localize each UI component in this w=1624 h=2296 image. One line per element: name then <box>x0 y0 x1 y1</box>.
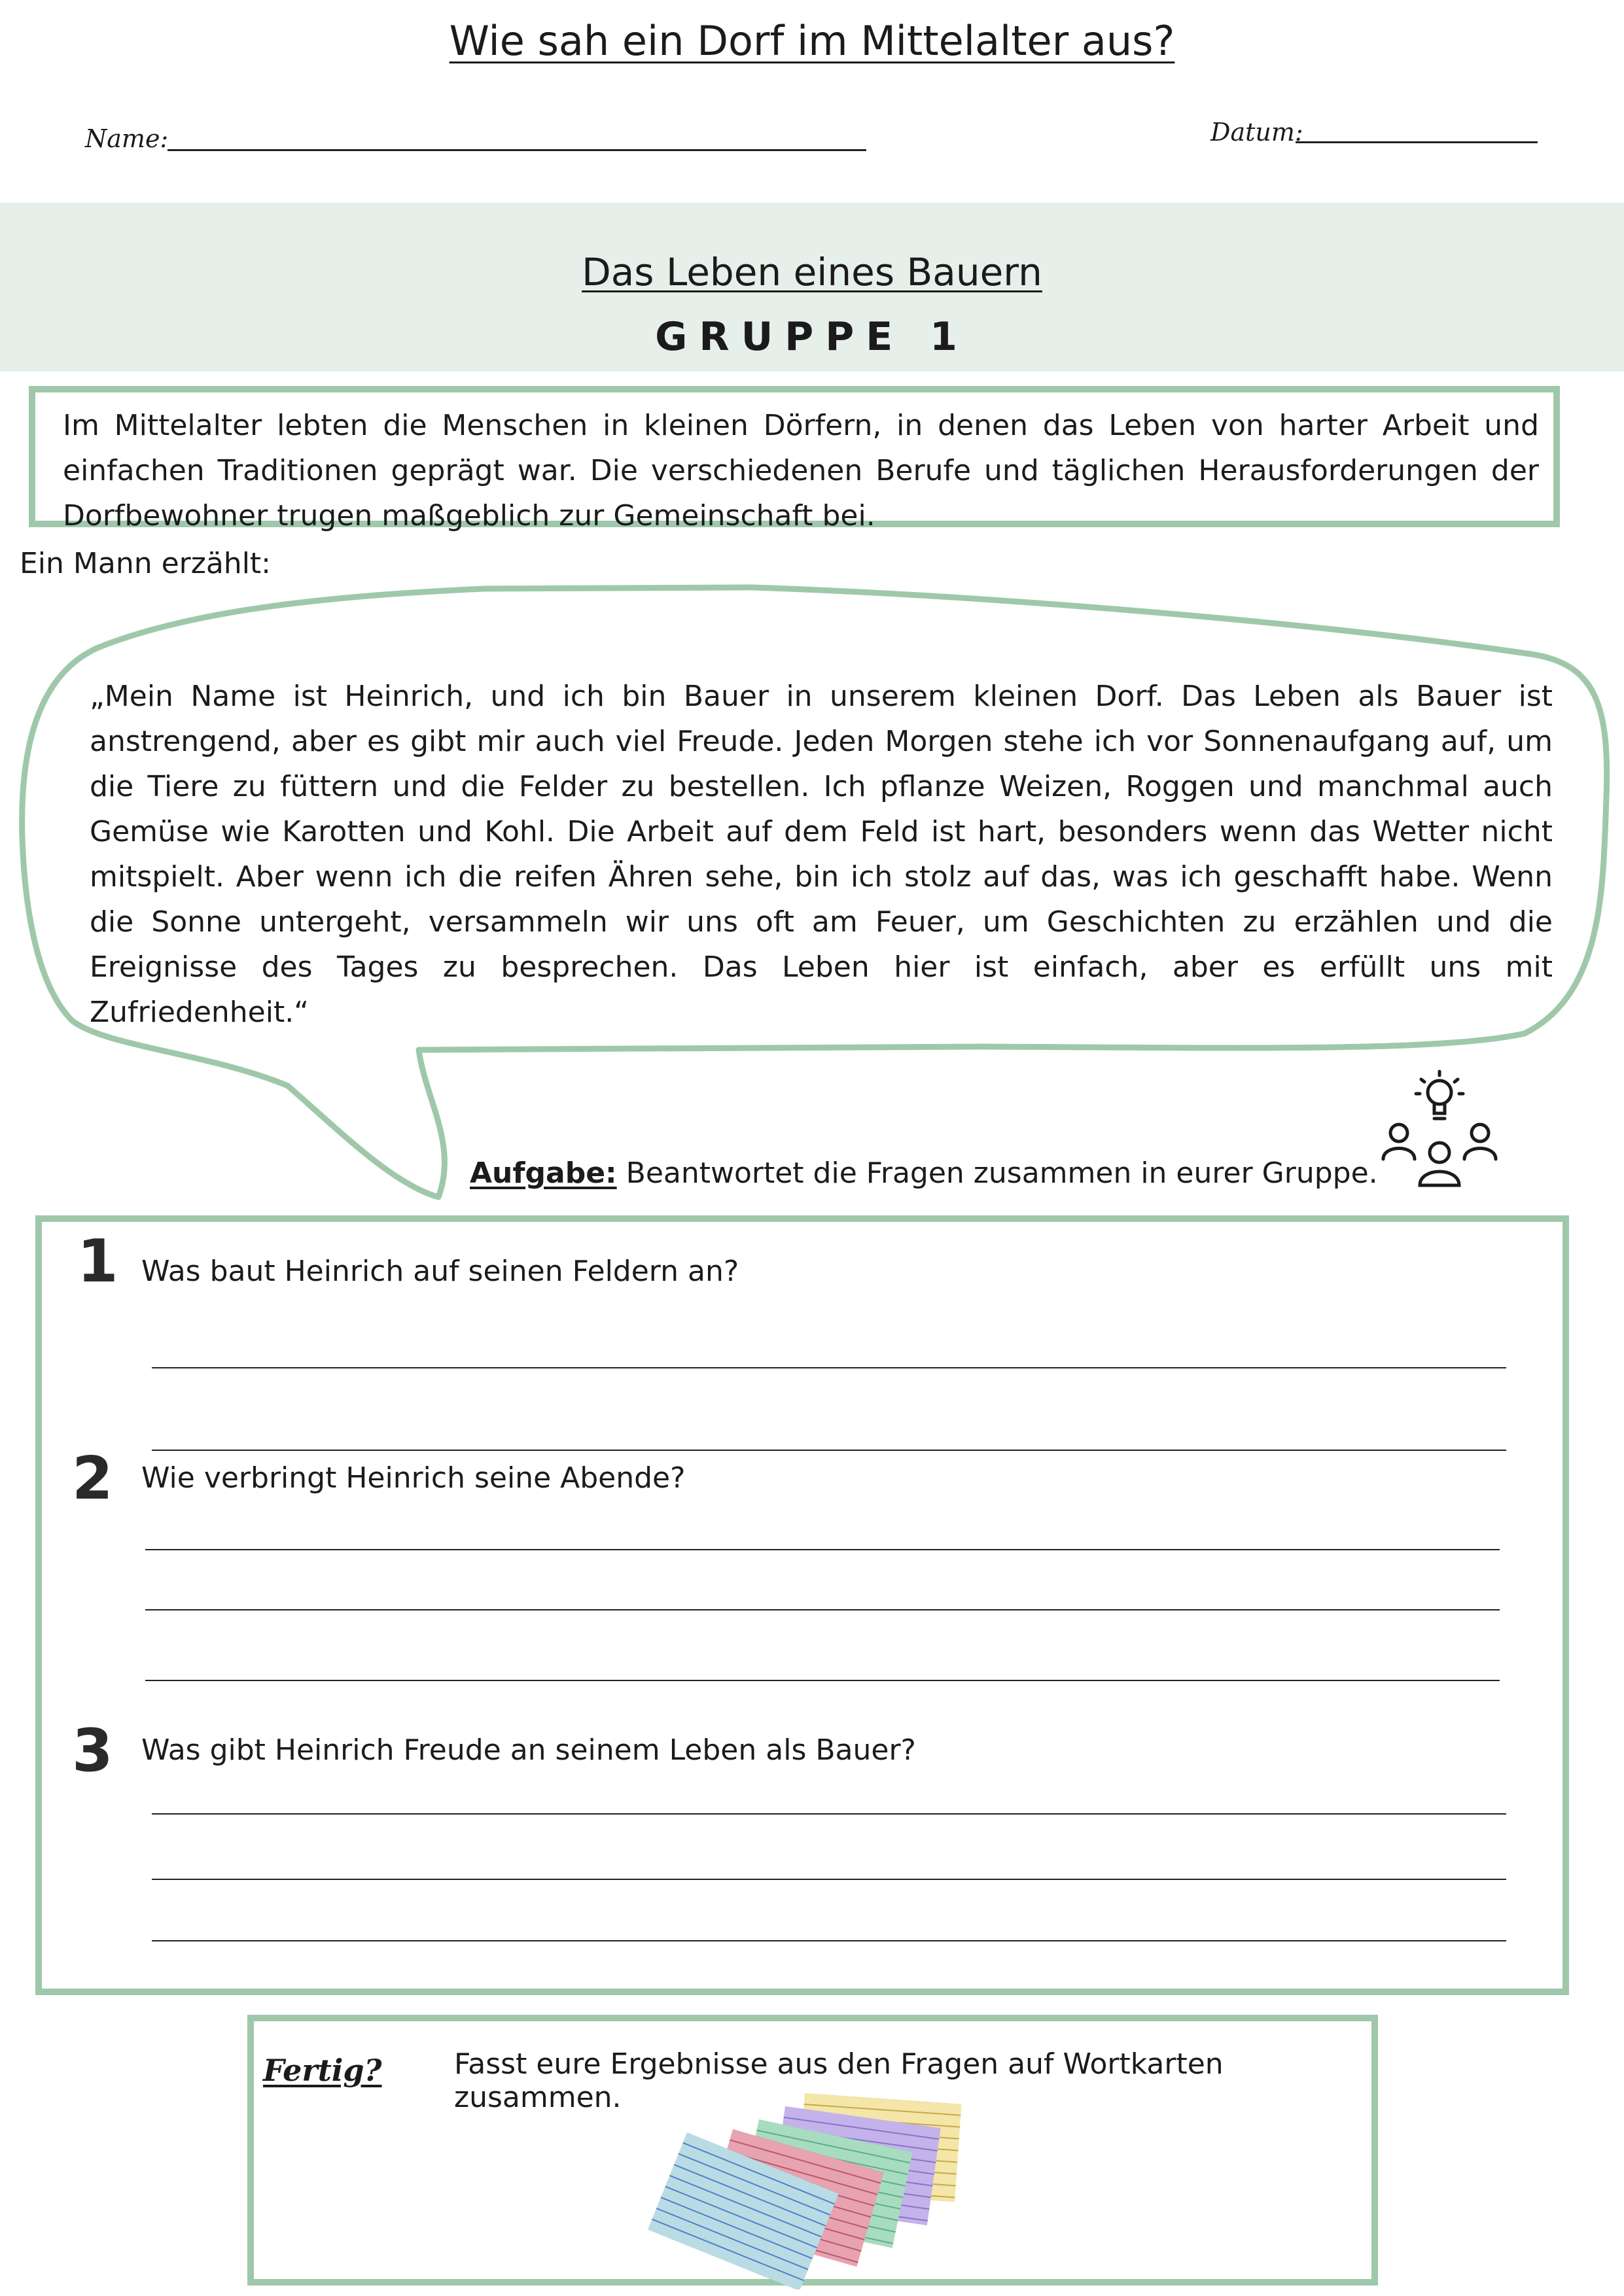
date-label: Datum: <box>1210 118 1303 147</box>
task-instruction <box>470 1157 1378 1190</box>
questions-box <box>35 1215 1569 1995</box>
answer-line[interactable] <box>145 1609 1500 1610</box>
index-cards-icon <box>622 2080 1014 2289</box>
intro-box <box>29 386 1560 532</box>
quote-text: „Mein Name ist Heinrich, und ich bin Bauer in unserem kleinen Dorf. Das Leben als Bauer ist anstrengend, aber es gibt mir auch viel Freude. Jeden Morgen stehe ich vor Sonnenaufgang auf, um die Tiere zu füttern und die Felder zu bestellen. Ich pflanze Weizen, Roggen und manchmal auch Gemüse wie Karotten und Kohl. Die Arbeit auf dem Feld ist hart, besonders wenn das Wetter nicht mitspielt. Aber wenn ich die reifen Ähren sehe, bin ich stolz auf das, was ich geschafft habe. Wenn die Sonne untergeht, versammeln wir uns oft am Feuer, um Geschichten zu erzählen und die Ereignisse des Tages zu besprechen. Das Leben hier ist einfach, aber es erfüllt uns mit Zufriedenheit.“ <box>90 680 1553 1029</box>
section-subtitle: Das Leben eines Bauern <box>582 250 1042 294</box>
name-field-line[interactable] <box>168 149 866 151</box>
answer-line[interactable] <box>152 1367 1506 1368</box>
answer-line[interactable] <box>152 1450 1506 1451</box>
question-text-1: Was baut Heinrich auf seinen Feldern an? <box>141 1255 739 1288</box>
question-number-3: 3 <box>72 1716 113 1785</box>
answer-line[interactable] <box>152 1813 1506 1815</box>
answer-line[interactable] <box>152 1879 1506 1880</box>
name-label: Name: <box>85 124 169 153</box>
finish-text: Fasst eure Ergebnisse aus den Fragen auf Wortkarten zusammen. <box>454 2047 1224 2114</box>
task-text: Beantwortet die Fragen zusammen in eurer Gruppe. <box>616 1157 1378 1190</box>
question-text-2: Wie verbringt Heinrich seine Abende? <box>141 1461 686 1495</box>
answer-line[interactable] <box>152 1940 1506 1941</box>
group-idea-icon <box>1374 1068 1505 1192</box>
task-label: Aufgabe: <box>470 1157 617 1190</box>
answer-line[interactable] <box>145 1680 1500 1681</box>
worksheet-title: Wie sah ein Dorf im Mittelalter aus? <box>449 17 1175 65</box>
answer-line[interactable] <box>145 1549 1500 1550</box>
question-number-2: 2 <box>72 1444 113 1513</box>
question-number-1: 1 <box>77 1227 118 1296</box>
finish-label: Fertig? <box>263 2053 382 2088</box>
intro-text: Im Mittelalter lebten die Menschen in kleinen Dörfern, in denen das Leben von harter Arbeit und einfachen Traditionen geprägt war. Die verschiedenen Berufe und täglichen Herausforderungen der Dorfbewohner trugen maßgeblich zur Gemeinschaft bei. <box>63 409 1539 532</box>
date-field-line[interactable] <box>1296 141 1538 143</box>
group-heading: GRUPPE 1 <box>655 314 969 360</box>
question-text-3: Was gibt Heinrich Freude an seinem Leben als Bauer? <box>141 1733 916 1767</box>
narrator-label: Ein Mann erzählt: <box>20 547 271 580</box>
